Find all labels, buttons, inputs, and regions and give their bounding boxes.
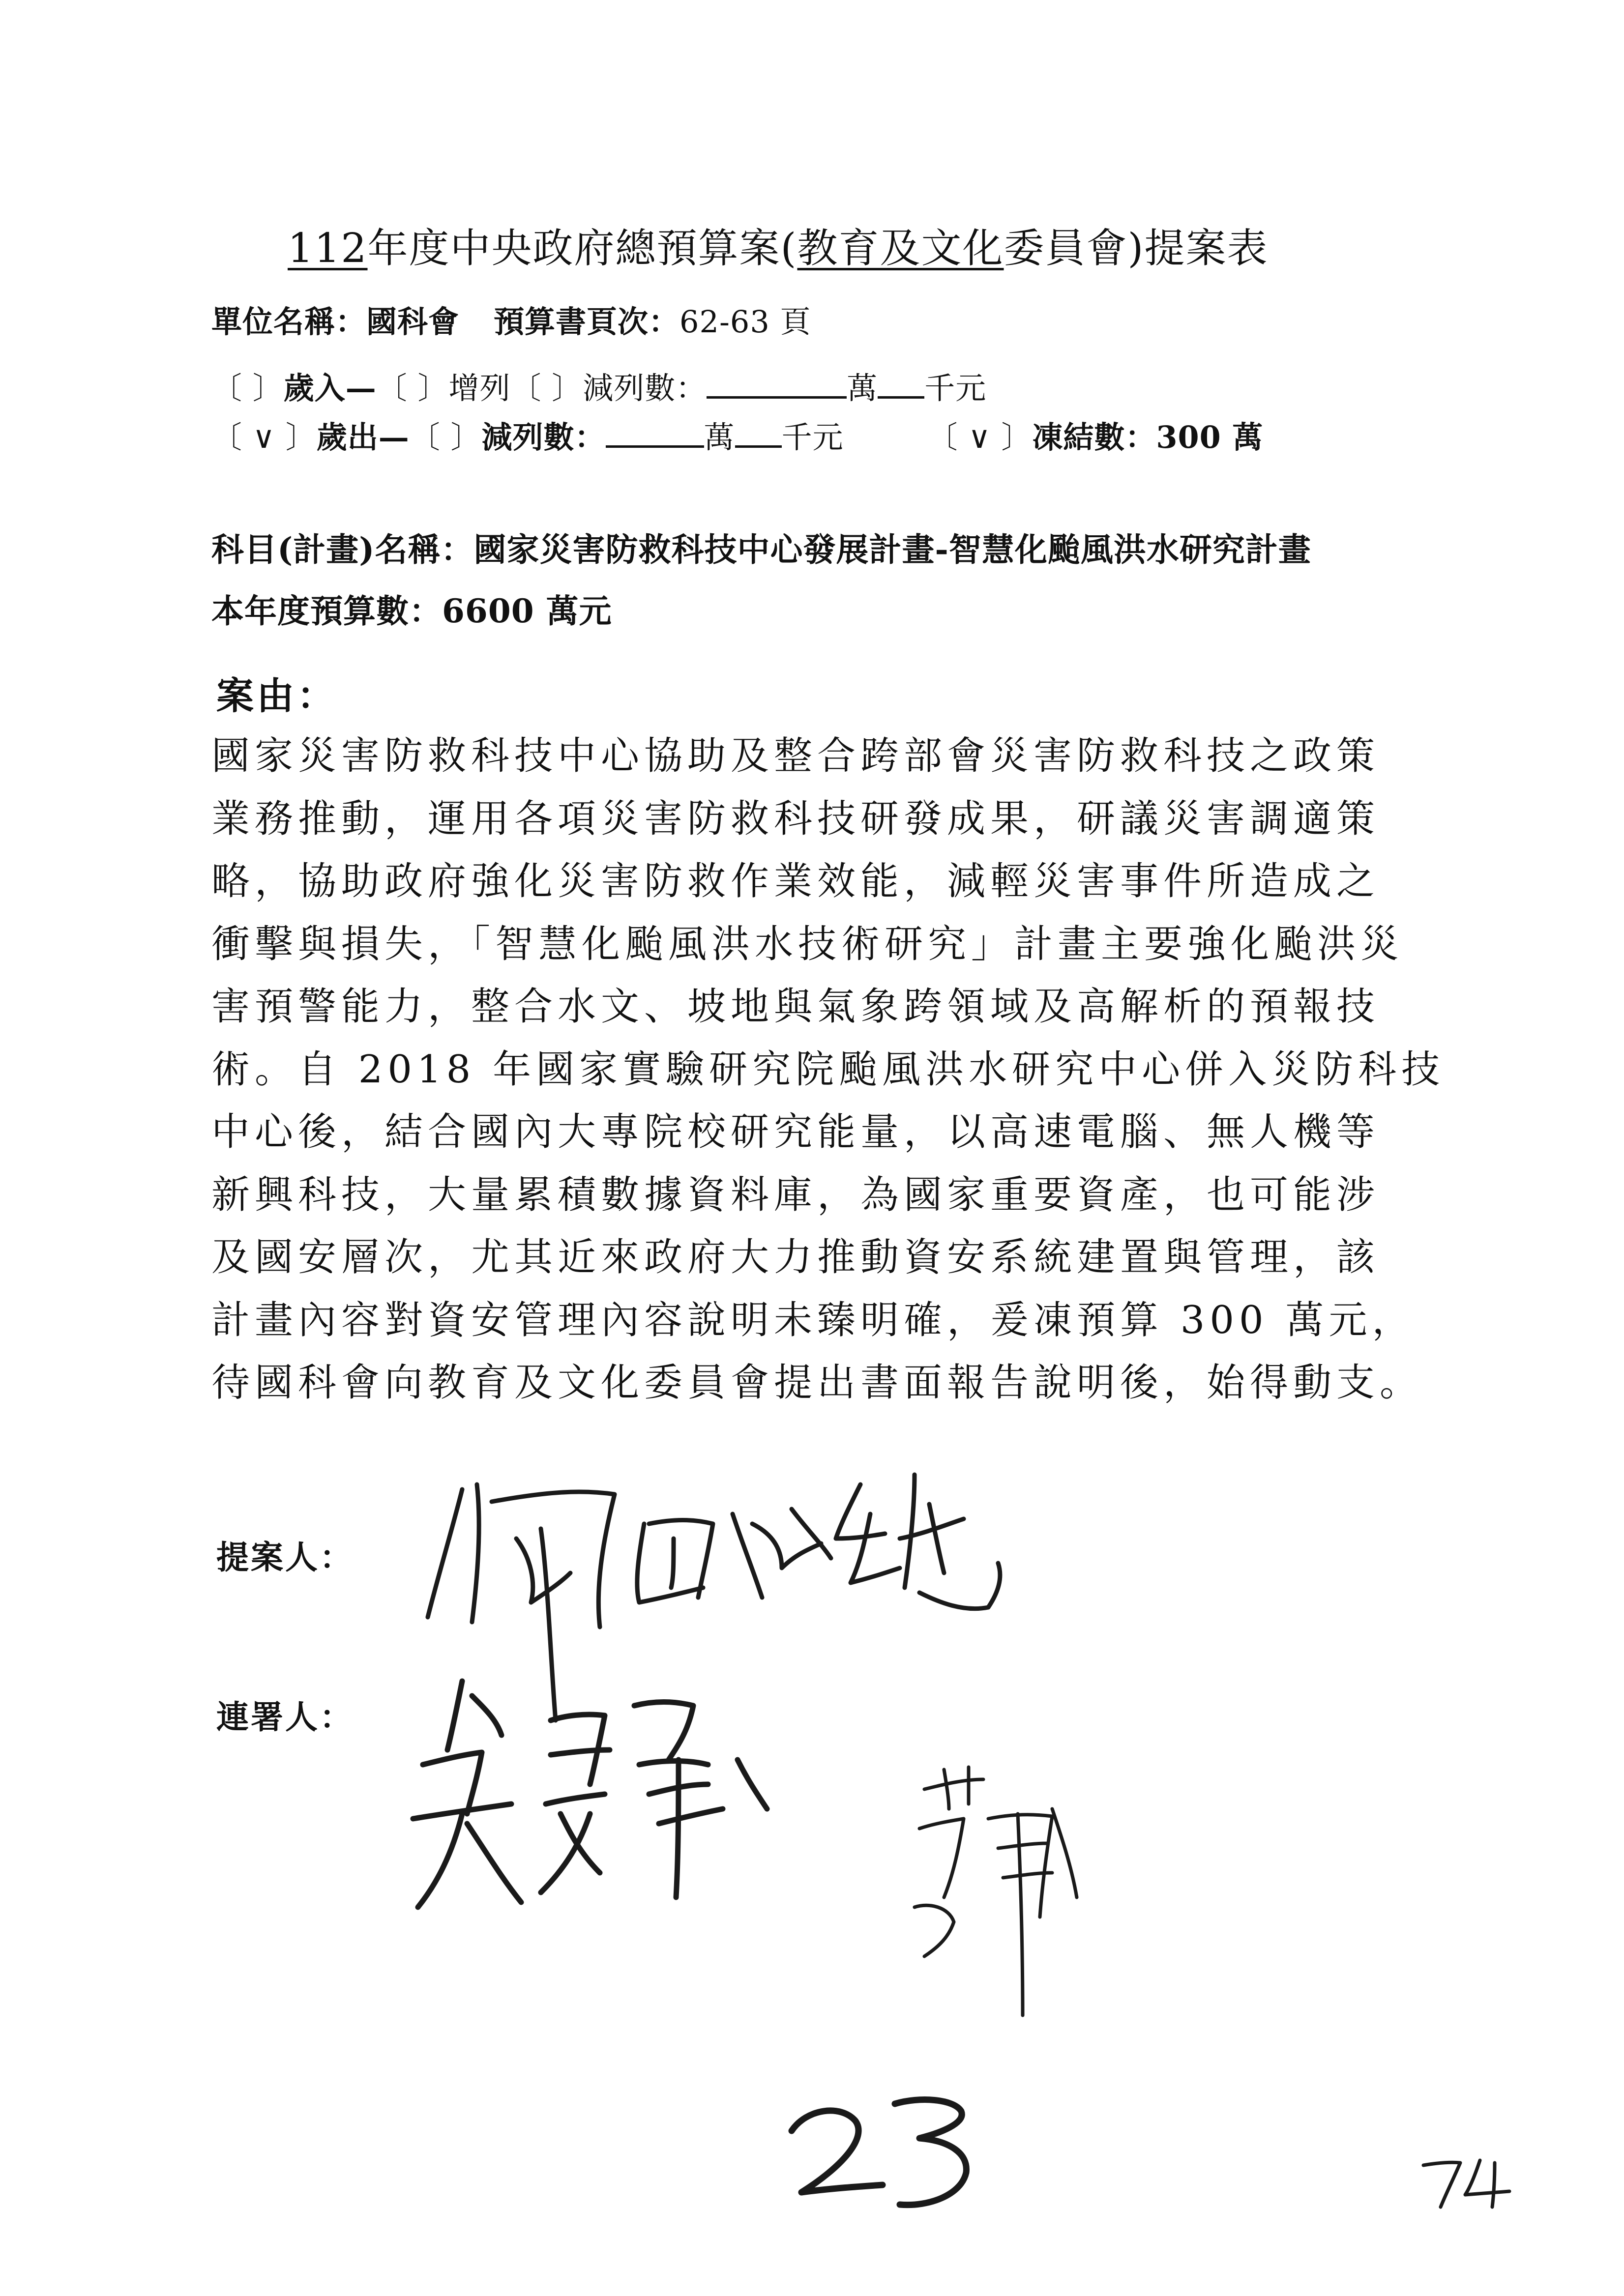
title-year: 112 xyxy=(288,225,368,272)
title-committee: 教育及文化 xyxy=(797,225,1004,272)
reason-line: 術。自 2018 年國家實驗研究院颱風洪水研究中心併入災防科技 xyxy=(211,1047,1445,1092)
expenditure-wan: 萬 xyxy=(704,419,735,455)
reason-line: 業務推動，運用各項災害防救科技研發成果，研議災害調適策 xyxy=(211,796,1380,841)
reason-line: 新興科技，大量累積數據資料庫，為國家重要資產，也可能涉 xyxy=(211,1172,1380,1217)
expenditure-decrease-label: 減列數： xyxy=(481,419,606,455)
reason-line: 國家災害防救科技中心協助及整合跨部會災害防救科技之政策 xyxy=(211,734,1380,778)
unit-label: 單位名稱： xyxy=(211,304,367,340)
increase-checkbox: 〔 〕 xyxy=(376,370,449,406)
title-text-b: 委員會)提案表 xyxy=(1004,225,1269,272)
unit-line xyxy=(211,297,811,341)
subject-value: 國家災害防救科技中心發展計畫-智慧化颱風洪水研究計畫 xyxy=(473,530,1311,569)
freeze-label: 凍結數： xyxy=(1032,419,1156,455)
page-mark-text xyxy=(1416,2153,1514,2212)
reason-line: 衝擊與損失，「智慧化颱風洪水技術研究」計畫主要強化颱洪災 xyxy=(211,922,1404,966)
expenditure-decrease-checkbox: 〔 〕 xyxy=(409,419,482,455)
revenue-qian-blank xyxy=(878,369,924,399)
expenditure-qian: 千元 xyxy=(781,419,844,455)
expenditure-label: 歲出— xyxy=(316,419,410,455)
subject-label: 科目(計畫)名稱： xyxy=(211,530,474,569)
revenue-line xyxy=(211,364,986,407)
increase-label: 增列 xyxy=(448,370,511,406)
reason-line: 計畫內容對資安管理內容說明未臻明確，爰凍預算 300 萬元， xyxy=(211,1298,1416,1342)
revenue-checkbox: 〔 〕 xyxy=(211,370,284,406)
freeze-value: 300 萬 xyxy=(1156,419,1264,455)
expenditure-wan-blank xyxy=(606,418,704,448)
reason-line: 及國安層次，尤其近來政府大力推動資安系統建置與管理，該 xyxy=(211,1235,1380,1279)
reason-line: 待國科會向教育及文化委員會提出書面報告說明後，始得動支。 xyxy=(211,1361,1423,1405)
expenditure-checkbox: 〔 ∨ 〕 xyxy=(211,419,317,455)
revenue-qian: 千元 xyxy=(924,370,987,406)
revenue-wan: 萬 xyxy=(847,370,878,406)
title-text-a: 年度中央政府總預算案( xyxy=(367,225,797,272)
revenue-label: 歲入— xyxy=(283,370,377,406)
reason-label: 案由： xyxy=(216,674,337,718)
cosigner-signature-2 xyxy=(905,1760,1111,2035)
cosigner-signature xyxy=(403,1666,846,1942)
handwritten-number-text xyxy=(782,2084,988,2212)
reason-line: 害預警能力，整合水文、坡地與氣象跨領域及高解析的預報技 xyxy=(211,985,1380,1029)
revenue-decrease-checkbox: 〔 〕 xyxy=(510,370,583,406)
expenditure-qian-blank xyxy=(735,418,782,448)
reason-line: 略，協助政府強化災害防救作業效能，減輕災害事件所造成之 xyxy=(211,859,1380,903)
reason-line: 中心後，結合國內大專院校研究能量，以高速電腦、無人機等 xyxy=(211,1110,1380,1154)
reason-body xyxy=(211,725,1445,1415)
revenue-wan-blank xyxy=(707,369,847,399)
revenue-decrease-label: 減列數： xyxy=(583,370,707,406)
page-label: 預算書頁次： xyxy=(494,304,680,340)
unit-value: 國科會 xyxy=(366,304,460,340)
document-title xyxy=(288,216,1269,274)
expenditure-line xyxy=(211,413,1263,457)
subject-line xyxy=(211,523,1311,570)
page-value: 62-63 頁 xyxy=(679,304,811,340)
proposer-label: 提案人： xyxy=(216,1538,354,1576)
freeze-checkbox: 〔 ∨ 〕 xyxy=(927,419,1033,455)
cosigner-label: 連署人： xyxy=(216,1698,354,1736)
budget-value: 6600 萬元 xyxy=(442,592,612,630)
budget-label: 本年度預算數： xyxy=(211,592,442,630)
budget-line xyxy=(211,585,612,632)
